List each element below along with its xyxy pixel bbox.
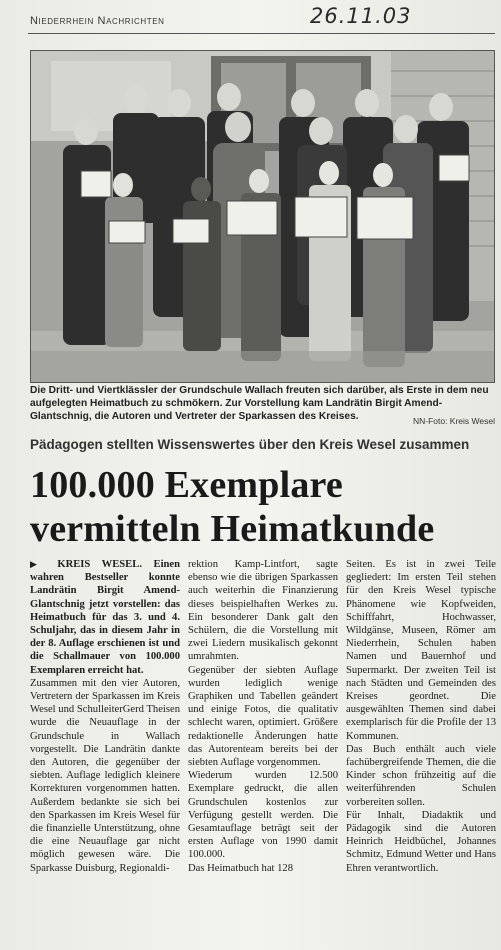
- group-photo-image: [31, 51, 494, 382]
- photo-credit: NN-Foto: Kreis Wesel: [412, 416, 495, 426]
- article-column-2: [188, 558, 338, 875]
- header-rule: [28, 33, 495, 34]
- handwritten-date: 26.11.03: [310, 4, 412, 28]
- paragraph: Gegenüber der siebten Auflage wurden lediglich wenige Graphiken und Tabellen geändert und einige Fotos, die qualitativ schlecht waren, optimiert. Größere redaktionelle Änderungen hatte das Autorenteam bereits bei der siebten Auflage vorgenommen.: [188, 664, 338, 769]
- kicker: Pädagogen stellten Wissenswertes über den Kreis Wesel zusammen: [30, 437, 470, 452]
- headline: 100.000 Exemplare vermitteln Heimatkunde: [30, 464, 435, 550]
- dateline: KREIS WESEL.: [57, 559, 142, 570]
- article-column-1: [30, 558, 180, 875]
- masthead: Niederrhein Nachrichten: [30, 15, 165, 27]
- paragraph: Für Inhalt, Diadaktik und Pädagogik sind die Autoren Heinrich Heidbüchel, Johannes Schmitz, Edmund Wetter und Hans Ehren verantwortlich.: [346, 809, 496, 874]
- article-body: [30, 558, 496, 943]
- lead-text: Einen wahren Bestseller konnte Landrätin Birgit Amend-Glantschnig jetzt vorstellen: das Heimatbuch für das 3. und 4. Schuljahr, das in diesem Jahr in der 8. Auflage erschienen ist und die Schallmauer von 100.000 Exemplaren erreicht hat.: [30, 559, 180, 676]
- article-column-3: [346, 558, 496, 875]
- paragraph: Zusammen mit den vier Autoren, Vertretern der Sparkassen im Kreis Wesel und SchulleiterGerd Theisen wurde die Neuauflage in der Grundschule in Wallach vorgestellt. Die Landrätin dankte den Autoren, die gegenüber der siebten. Auflage lediglich kleinere Korrekturen vorgenommen hatten. Außerdem bedankte sie sich bei den Sparkassen im Kreis Wesel für die finanzielle Unterstützung, ohne die eine Neuauflage gar nicht möglich gewesen wäre. Die Sparkasse Duisburg, Regionaldi-: [30, 677, 180, 874]
- paragraph: Das Buch enthält auch viele fachübergreifende Themen, die die Kinder schon frühzeitig auf die weiterführenden Schulen vorbereiten sollen.: [346, 743, 496, 808]
- paragraph: Wiederum wurden 12.500 Exemplare gedruckt, die allen Grundschulen kostenlos zur Verfügung gestellt werden. Die Gesamtauflage beträgt seit der ersten Auflage von 1990 damit 100.000.: [188, 770, 338, 861]
- photo-caption: Die Dritt- und Viertklässler der Grundschule Wallach freuten sich darüber, als Erste in dem neu aufgelegten Heimatbuch zu schmökern. Zur Vorstellung kam Landrätin Birgit Amend-Glantschnig, die Autoren und Vertreter der Sparkassen des Kreises.: [30, 385, 489, 422]
- arrow-icon: ▶: [30, 559, 46, 569]
- article-lead: [30, 558, 180, 677]
- group-photo: [30, 50, 495, 383]
- paragraph: Das Heimatbuch hat 128: [188, 862, 294, 874]
- paragraph: Seiten. Es ist in zwei Teile gegliedert: Im ersten Teil stehen für den Kreis Wesel typische Phänomene wie Kopfweiden, Schifffahrt, Hochwasser, Wildgänse, Museen, Römer am Niederrhein, Schulen haben Namen und Bauernhof und Supermarkt. Der zweiten Teil ist nach Städten und Gemeinden des Kreises geordnet. Die ausgewählten Themen sind dabei exemplarisch für die Profile der 13 Kommunen.: [346, 559, 496, 742]
- paragraph: rektion Kamp-Lintfort, sagte ebenso wie die übrigen Sparkassen auch weiterhin die Finanzierung dieses beispielhaften Werkes zu. Ein besonderer Dank galt den Schülern, die die Vorstellung mit zwei Liedern musikalisch gekonnt umrahmten.: [188, 559, 338, 663]
